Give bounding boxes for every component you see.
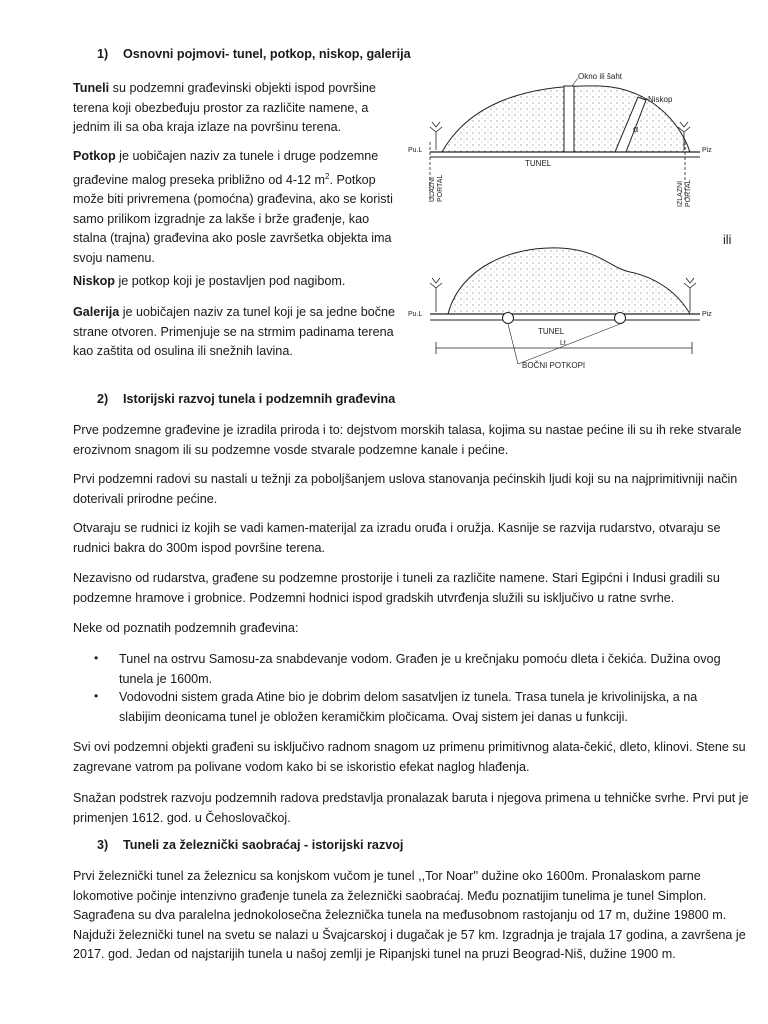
alpha-label: α <box>633 124 639 134</box>
definition-galerija-text: je uobičajen naziv za tunel koji je sa jedne bočne strane otvoren. Primenjuje se na strmim padinama terena kao zaštita od osulina ili snežnih lavina. <box>73 305 396 358</box>
definition-potkop-text-a: je uobičajen naziv za tunele i druge podzemne građevine malog preseka približno od 4-12 m <box>73 149 379 187</box>
izlazni-portal-label: PORTAL <box>685 179 692 207</box>
section-2-number: 2) <box>97 392 109 406</box>
term-tuneli: Tuneli <box>73 81 110 95</box>
pul-label-1: Pu.L <box>408 147 423 154</box>
tunnel-diagram-shaft <box>400 72 720 212</box>
niskop-label: Niskop <box>648 95 673 104</box>
piz-label-1: Piz <box>702 147 712 154</box>
side-adit-right <box>615 313 626 324</box>
section-3-heading <box>97 838 403 852</box>
tree-icon-left-2 <box>430 278 442 312</box>
term-niskop: Niskop <box>73 274 115 288</box>
bullet-marker-1: • <box>94 651 99 665</box>
tunnel-diagram-side-adits <box>400 238 720 378</box>
definition-galerija <box>73 303 403 362</box>
definition-tuneli <box>73 79 403 138</box>
lt-label: Lt <box>560 340 566 347</box>
terrain-mound-2 <box>448 248 690 314</box>
side-adit-left <box>503 313 514 324</box>
tunel-label-1: TUNEL <box>525 159 552 168</box>
section-3-number: 3) <box>97 838 109 852</box>
definition-niskop-text: je potkop koji je postavljen pod nagibom. <box>115 274 346 288</box>
tunel-label-2: TUNEL <box>538 327 565 336</box>
history-paragraph-4: Nezavisno od rudarstva, građene su podzemne prostorije i tuneli za različite namene. Stari Egipćni i Indusi gradili su podzemne hramove i grobnice. Podzemni hodnici ispod gradskih utvrđenja služili su isključivo u ratne svrhe. <box>73 571 720 605</box>
piz-label-2: Piz <box>702 311 712 318</box>
history-paragraph-2: Prvi podzemni radovi su nastali u težnji za poboljšanjem uslova stanovanja pećinskih ljudi koji su na najprimitivniji način doterivali prirodne pećine. <box>73 472 738 506</box>
section-1-heading <box>97 47 411 61</box>
railway-paragraph: Prvi železnički tunel za železnicu sa konjskom vučom je tunel ,,Tor Noar'' dužine oko 1600m. Pronalaskom parne lokomotive počinje intenzivno građenje tunela za železnički saobraćaj. Među poznatijim tunelima je tunel Simplon. Sagrađena su dva paralelna jednokolosečna železnička tunela na međusobnom rastojanju od 17 m, dužine 19800 m. Najduži železnički tunel na svetu se nalazi u Švajcarskoj i dugačak je 57 km. Izgradnja je trajala 17 godina, a završena je 2017. god. Jedan od najstarijih tunela u našoj zemlji je Ripanjski tunel na pruzi Beograd-Niš, dužine 1900 m. <box>73 869 746 961</box>
izlazni-label: IZLAZNI <box>677 180 684 207</box>
definition-niskop <box>73 272 403 292</box>
bocni-potkopi-label: BOČNI POTKOPI <box>522 361 586 370</box>
tree-icon-left <box>430 122 442 150</box>
okno-label: Okno ili šaht <box>578 72 623 81</box>
superscript-2: 2 <box>325 171 330 181</box>
ulazni-portal-label: PORTAL <box>437 174 444 202</box>
bullet-item-2: Vodovodni sistem grada Atine bio je dobrim delom sasatvljen iz tunela. Trasa tunela je krivolinijska, a na slabijim deonicama tunel je obložen keramičkim pločicama. Ovaj sistem jei danas u funkciji. <box>119 690 698 724</box>
definition-tuneli-text: su podzemni građevinski objekti ispod površine terena koji obezbeđuju prostor za različite namene, a jednim ili sa oba kraja izlaze na površinu terena. <box>73 81 376 134</box>
section-1-number: 1) <box>97 47 109 61</box>
history-paragraph-5: Neke od poznatih podzemnih građevina: <box>73 621 299 635</box>
history-paragraph-3: Otvaraju se rudnici iz kojih se vadi kamen-materijal za izradu oruđa i oružja. Kasnije se razvija rudarstvo, otvaraju se rudnici bakra do 300m ispod površine terena. <box>73 521 721 555</box>
bullet-marker-2: • <box>94 689 99 703</box>
section-3-title: Tuneli za železnički saobraćaj - istorijski razvoj <box>123 838 404 852</box>
section-2-title: Istorijski razvoj tunela i podzemnih građevina <box>123 392 396 406</box>
history-paragraph-1: Prve podzemne građevine je izradila priroda i to: dejstvom morskih talasa, kojima su nastae pećine ili su ih reke stvarale erozivnom snagom ili su podzemne vosde stvarale podzemne kanale i pećine. <box>73 423 742 457</box>
bullet-item-1: Tunel na ostrvu Samosu-za snabdevanje vodom. Građen je u krečnjaku pomoću dleta i čekića. Dužina ovog tunela je 1600m. <box>119 652 721 686</box>
term-potkop: Potkop <box>73 149 116 163</box>
ili-label: ili <box>723 233 732 247</box>
pul-label-2: Pu.L <box>408 311 423 318</box>
definition-potkop-text-b: . Potkop može biti privremena (pomoćna) građevina, ako se koristi samo prilikom izgradnje za lakše i brže građenje, kao stalna (trajna) građevina ako posle završetka objekta ima svoju namenu. <box>73 172 393 265</box>
ulazni-label: ULAZNI <box>429 177 436 202</box>
section-2-heading <box>97 392 395 406</box>
history-paragraph-7: Snažan podstrek razvoju podzemnih radova predstavlja pronalazak baruta i njegova primena u tehničke svrhe. Prvi put je primenjen 1612. god. u Čehoslovačkoj. <box>73 791 749 825</box>
section-1-title: Osnovni pojmovi- tunel, potkop, niskop, galerija <box>123 47 411 61</box>
history-paragraph-6: Svi ovi podzemni objekti građeni su isključivo radnom snagom uz primenu primitivnog alata-čekić, dleto, klinovi. Stene su zagrevane vatrom pa polivane vodom kako bi se iskoristio efekat naglog hlađenja. <box>73 740 746 774</box>
shaft <box>564 86 574 152</box>
definition-potkop <box>73 147 403 268</box>
term-galerija: Galerija <box>73 305 120 319</box>
